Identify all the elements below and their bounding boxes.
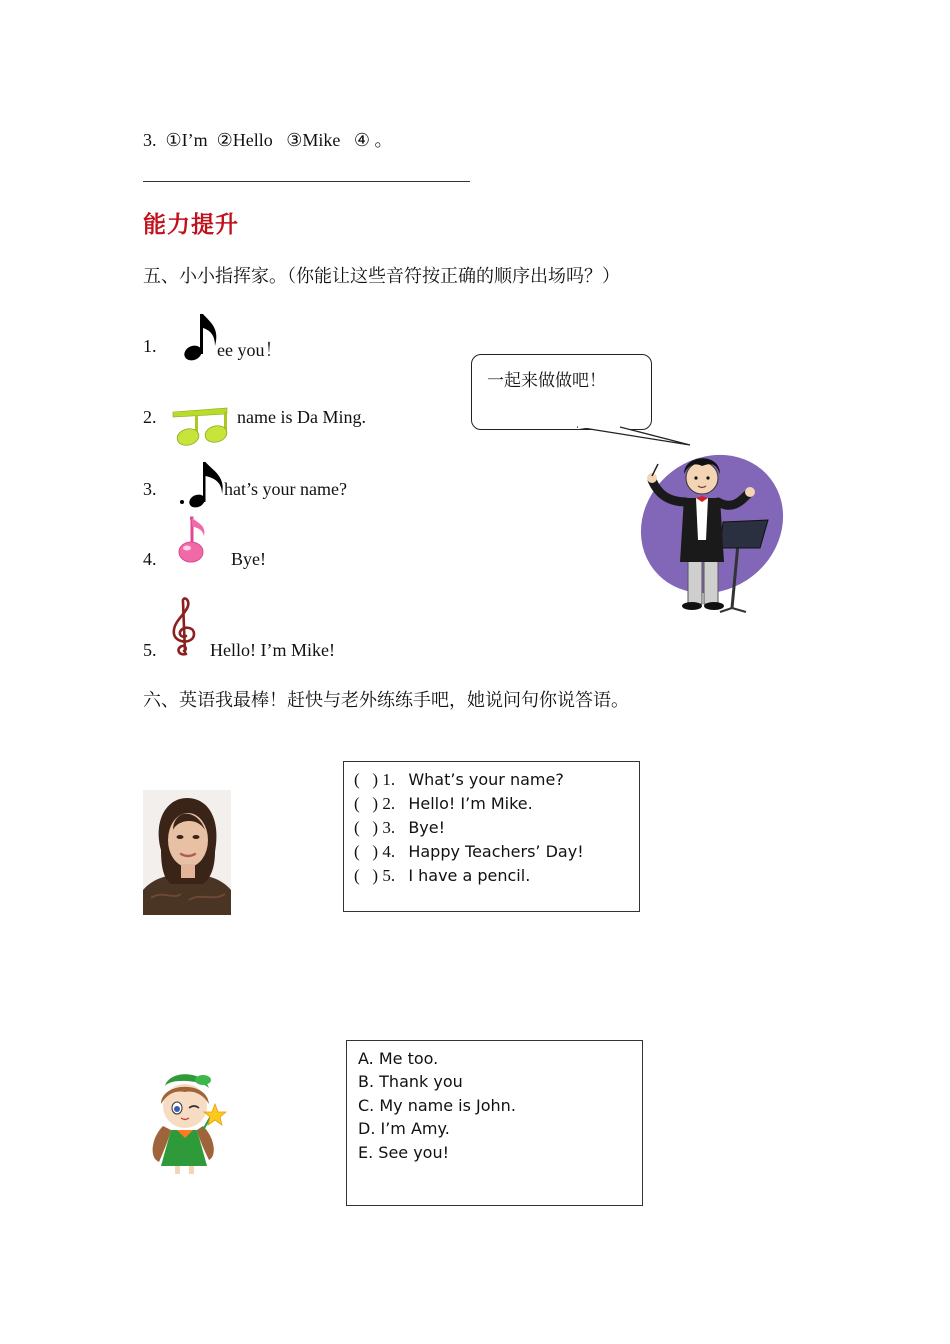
item-text: ee you！ bbox=[217, 340, 283, 360]
section-title: 能力提升 bbox=[143, 212, 239, 238]
item-text: Hello! I’m Mike! bbox=[210, 640, 335, 660]
question-number: 2. bbox=[382, 794, 396, 813]
speech-bubble-text: 一起来做做吧！ bbox=[487, 371, 606, 391]
question-row bbox=[354, 818, 445, 838]
question-text: Hello! I’m Mike. bbox=[408, 794, 533, 813]
question-number: 3. bbox=[382, 818, 396, 837]
part5-heading: 五、小小指挥家。（你能让这些音符按正确的顺序出场吗？） bbox=[143, 266, 620, 287]
item-number: 3. bbox=[143, 479, 157, 499]
answer-option: A. Me too. bbox=[358, 1049, 439, 1068]
item-number: 1. bbox=[143, 336, 157, 356]
question-text: Bye! bbox=[408, 818, 446, 837]
conductor-illustration bbox=[628, 444, 798, 616]
answer-option: E. See you! bbox=[358, 1143, 450, 1162]
question-3-options: 3. ①I’m ②Hello ③Mike ④ 。 bbox=[143, 130, 393, 150]
item-text: hat’s your name? bbox=[224, 479, 347, 499]
answer-blank-line bbox=[143, 181, 470, 182]
pink-note-icon bbox=[174, 514, 210, 566]
answer-option: C. My name is John. bbox=[358, 1096, 516, 1115]
item-number: 2. bbox=[143, 407, 157, 427]
beamed-notes-icon bbox=[171, 404, 231, 448]
answer-blank[interactable]: ( ) bbox=[354, 794, 379, 813]
item-text: name is Da Ming. bbox=[237, 407, 366, 427]
question-text: What’s your name? bbox=[408, 770, 564, 789]
eighth-note-icon bbox=[178, 458, 230, 512]
eighth-note-icon bbox=[182, 308, 222, 364]
question-number: 1. bbox=[382, 770, 396, 789]
question-row bbox=[354, 866, 530, 886]
cartoon-girl-illustration bbox=[141, 1068, 231, 1176]
question-number: 5. bbox=[382, 866, 396, 885]
item-number: 5. bbox=[143, 640, 157, 660]
treble-clef-icon bbox=[168, 596, 200, 658]
answer-option: D. I’m Amy. bbox=[358, 1119, 450, 1138]
answer-blank[interactable]: ( ) bbox=[354, 770, 379, 789]
part6-heading: 六、英语我最棒！赶快与老外练练手吧，她说问句你说答语。 bbox=[143, 690, 629, 711]
question-row bbox=[354, 770, 564, 790]
answer-blank[interactable]: ( ) bbox=[354, 818, 379, 837]
item-number: 4. bbox=[143, 549, 157, 569]
item-text: Bye! bbox=[231, 549, 266, 569]
answer-blank[interactable]: ( ) bbox=[354, 866, 379, 885]
question-text: I have a pencil. bbox=[408, 866, 531, 885]
question-number: 4. bbox=[382, 842, 396, 861]
question-row bbox=[354, 842, 584, 862]
answer-option: B. Thank you bbox=[358, 1072, 463, 1091]
woman-portrait bbox=[143, 790, 231, 915]
question-text: Happy Teachers’ Day! bbox=[408, 842, 584, 861]
question-row bbox=[354, 794, 533, 814]
answer-blank[interactable]: ( ) bbox=[354, 842, 379, 861]
